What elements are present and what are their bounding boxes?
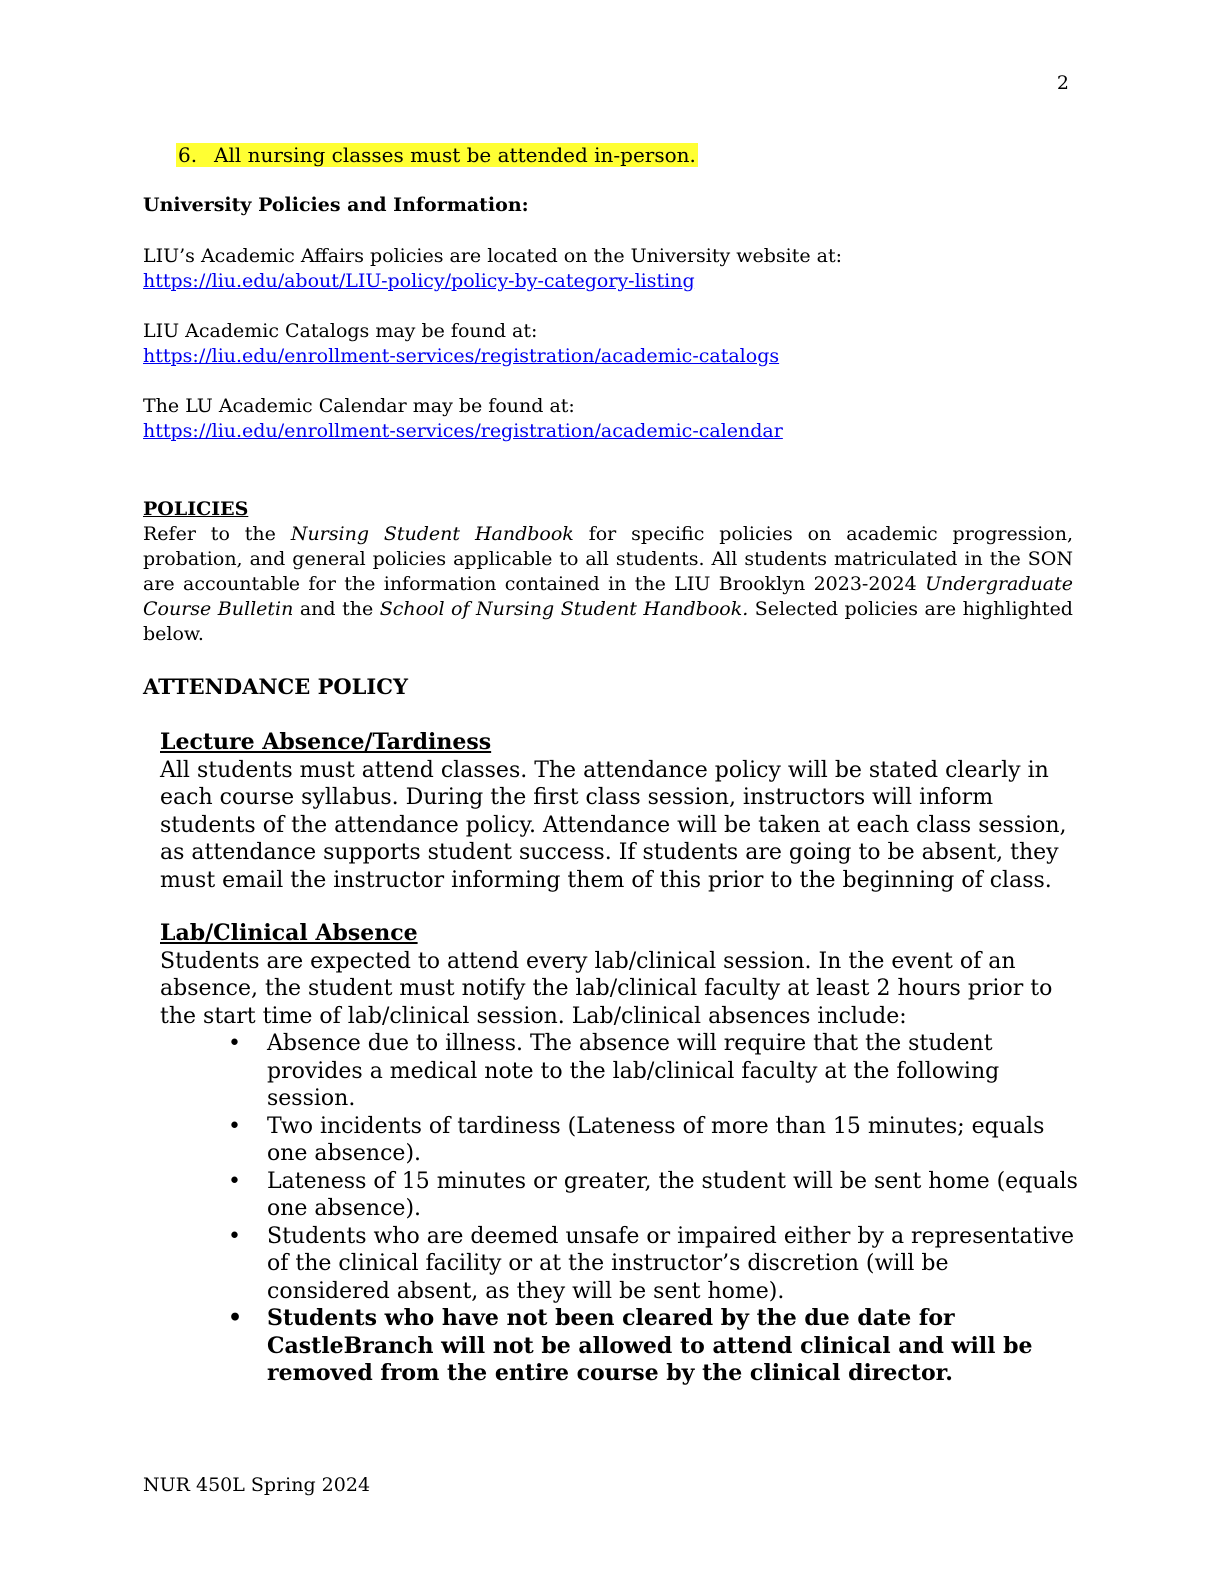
bullet-text: Lateness of 15 minutes or greater, the student will be sent home (equals one absence).: [267, 1168, 1078, 1221]
policies-text-2: for specific policies on academic progression, probation, and general policies applicable to all students. All students matriculated in the SON are accountable for the information contained in the LIU Brooklyn 2023-2024: [143, 523, 1074, 595]
list-item: [228, 1168, 1078, 1223]
list-item: [228, 1305, 1078, 1388]
bullet-icon: •: [228, 1305, 243, 1331]
highlighted-list-item: [176, 143, 698, 167]
page-number: 2: [1056, 72, 1069, 94]
lecture-title: Lecture Absence/Tardiness: [160, 729, 492, 755]
bullet-text: Two incidents of tardiness (Lateness of more than 15 minutes; equals one absence).: [267, 1113, 1045, 1166]
policy-block: [143, 244, 842, 294]
lecture-text: All students must attend classes. The attendance policy will be stated clearly in each course syllabus. During the first class session, instructors will inform students of the attendance policy. Attendance will be taken at each class session, as attendance supports student success. If students are going to be absent, they must email the instructor informing them of this prior to the beginning of class.: [160, 757, 1067, 893]
catalogs-link[interactable]: https://liu.edu/enrollment-services/registration/academic-catalogs: [143, 345, 780, 367]
bullet-icon: •: [228, 1168, 241, 1194]
bullet-icon: •: [228, 1223, 241, 1249]
bulletin-title: Undergraduate Course Bulletin: [143, 573, 1073, 620]
footer: NUR 450L Spring 2024: [143, 1474, 371, 1496]
list-item: [228, 1030, 1078, 1113]
lecture-section: [160, 729, 1075, 894]
lab-absence-list: [228, 1030, 1078, 1388]
policies-text-1: Refer to the: [143, 523, 291, 545]
attendance-heading: ATTENDANCE POLICY: [143, 674, 408, 699]
list-number: 6.: [178, 143, 198, 167]
bullet-text: Absence due to illness. The absence will require that the student provides a medical note to the lab/clinical faculty at the following session.: [267, 1031, 1000, 1111]
catalogs-text: LIU Academic Catalogs may be found at:: [143, 320, 538, 342]
list-item-text: All nursing classes must be attended in-person.: [214, 143, 696, 167]
handbook-title: Nursing Student Handbook: [290, 523, 574, 545]
calendar-block: [143, 394, 783, 444]
policy-link[interactable]: https://liu.edu/about/LIU-policy/policy-by-category-listing: [143, 270, 695, 292]
catalogs-block: [143, 319, 779, 369]
bullet-text: Students who have not been cleared by the due date for CastleBranch will not be allowed to attend clinical and will be removed from the entire course by the clinical director.: [267, 1305, 1033, 1386]
list-item: [228, 1113, 1078, 1168]
bullet-icon: •: [228, 1031, 241, 1056]
lab-text: Students are expected to attend every lab/clinical session. In the event of an absence, the student must notify the lab/clinical faculty at least 2 hours prior to the start time of lab/clinical session. Lab/clinical absences include:: [160, 948, 1053, 1029]
calendar-link[interactable]: https://liu.edu/enrollment-services/registration/academic-calendar: [143, 420, 783, 442]
calendar-text: The LU Academic Calendar may be found at:: [143, 395, 575, 417]
bullet-text: Students who are deemed unsafe or impaired either by a representative of the clinical facility or at the instructor’s discretion (will be considered absent, as they will be sent home).: [267, 1223, 1074, 1304]
lab-title: Lab/Clinical Absence: [160, 920, 418, 946]
lab-section: [160, 920, 1075, 1030]
policies-text-3: and the: [293, 598, 380, 620]
list-item: [228, 1223, 1078, 1306]
policies-heading: POLICIES: [143, 498, 249, 520]
university-policies-heading: University Policies and Information:: [143, 194, 529, 216]
bullet-icon: •: [228, 1113, 241, 1139]
policies-paragraph: [143, 522, 1073, 647]
policy-text: LIU’s Academic Affairs policies are located on the University website at:: [143, 245, 843, 267]
policies-text-4: Selected policies are highlighted below.: [143, 598, 1073, 645]
son-handbook-title: School of Nursing Student Handbook.: [379, 598, 749, 620]
